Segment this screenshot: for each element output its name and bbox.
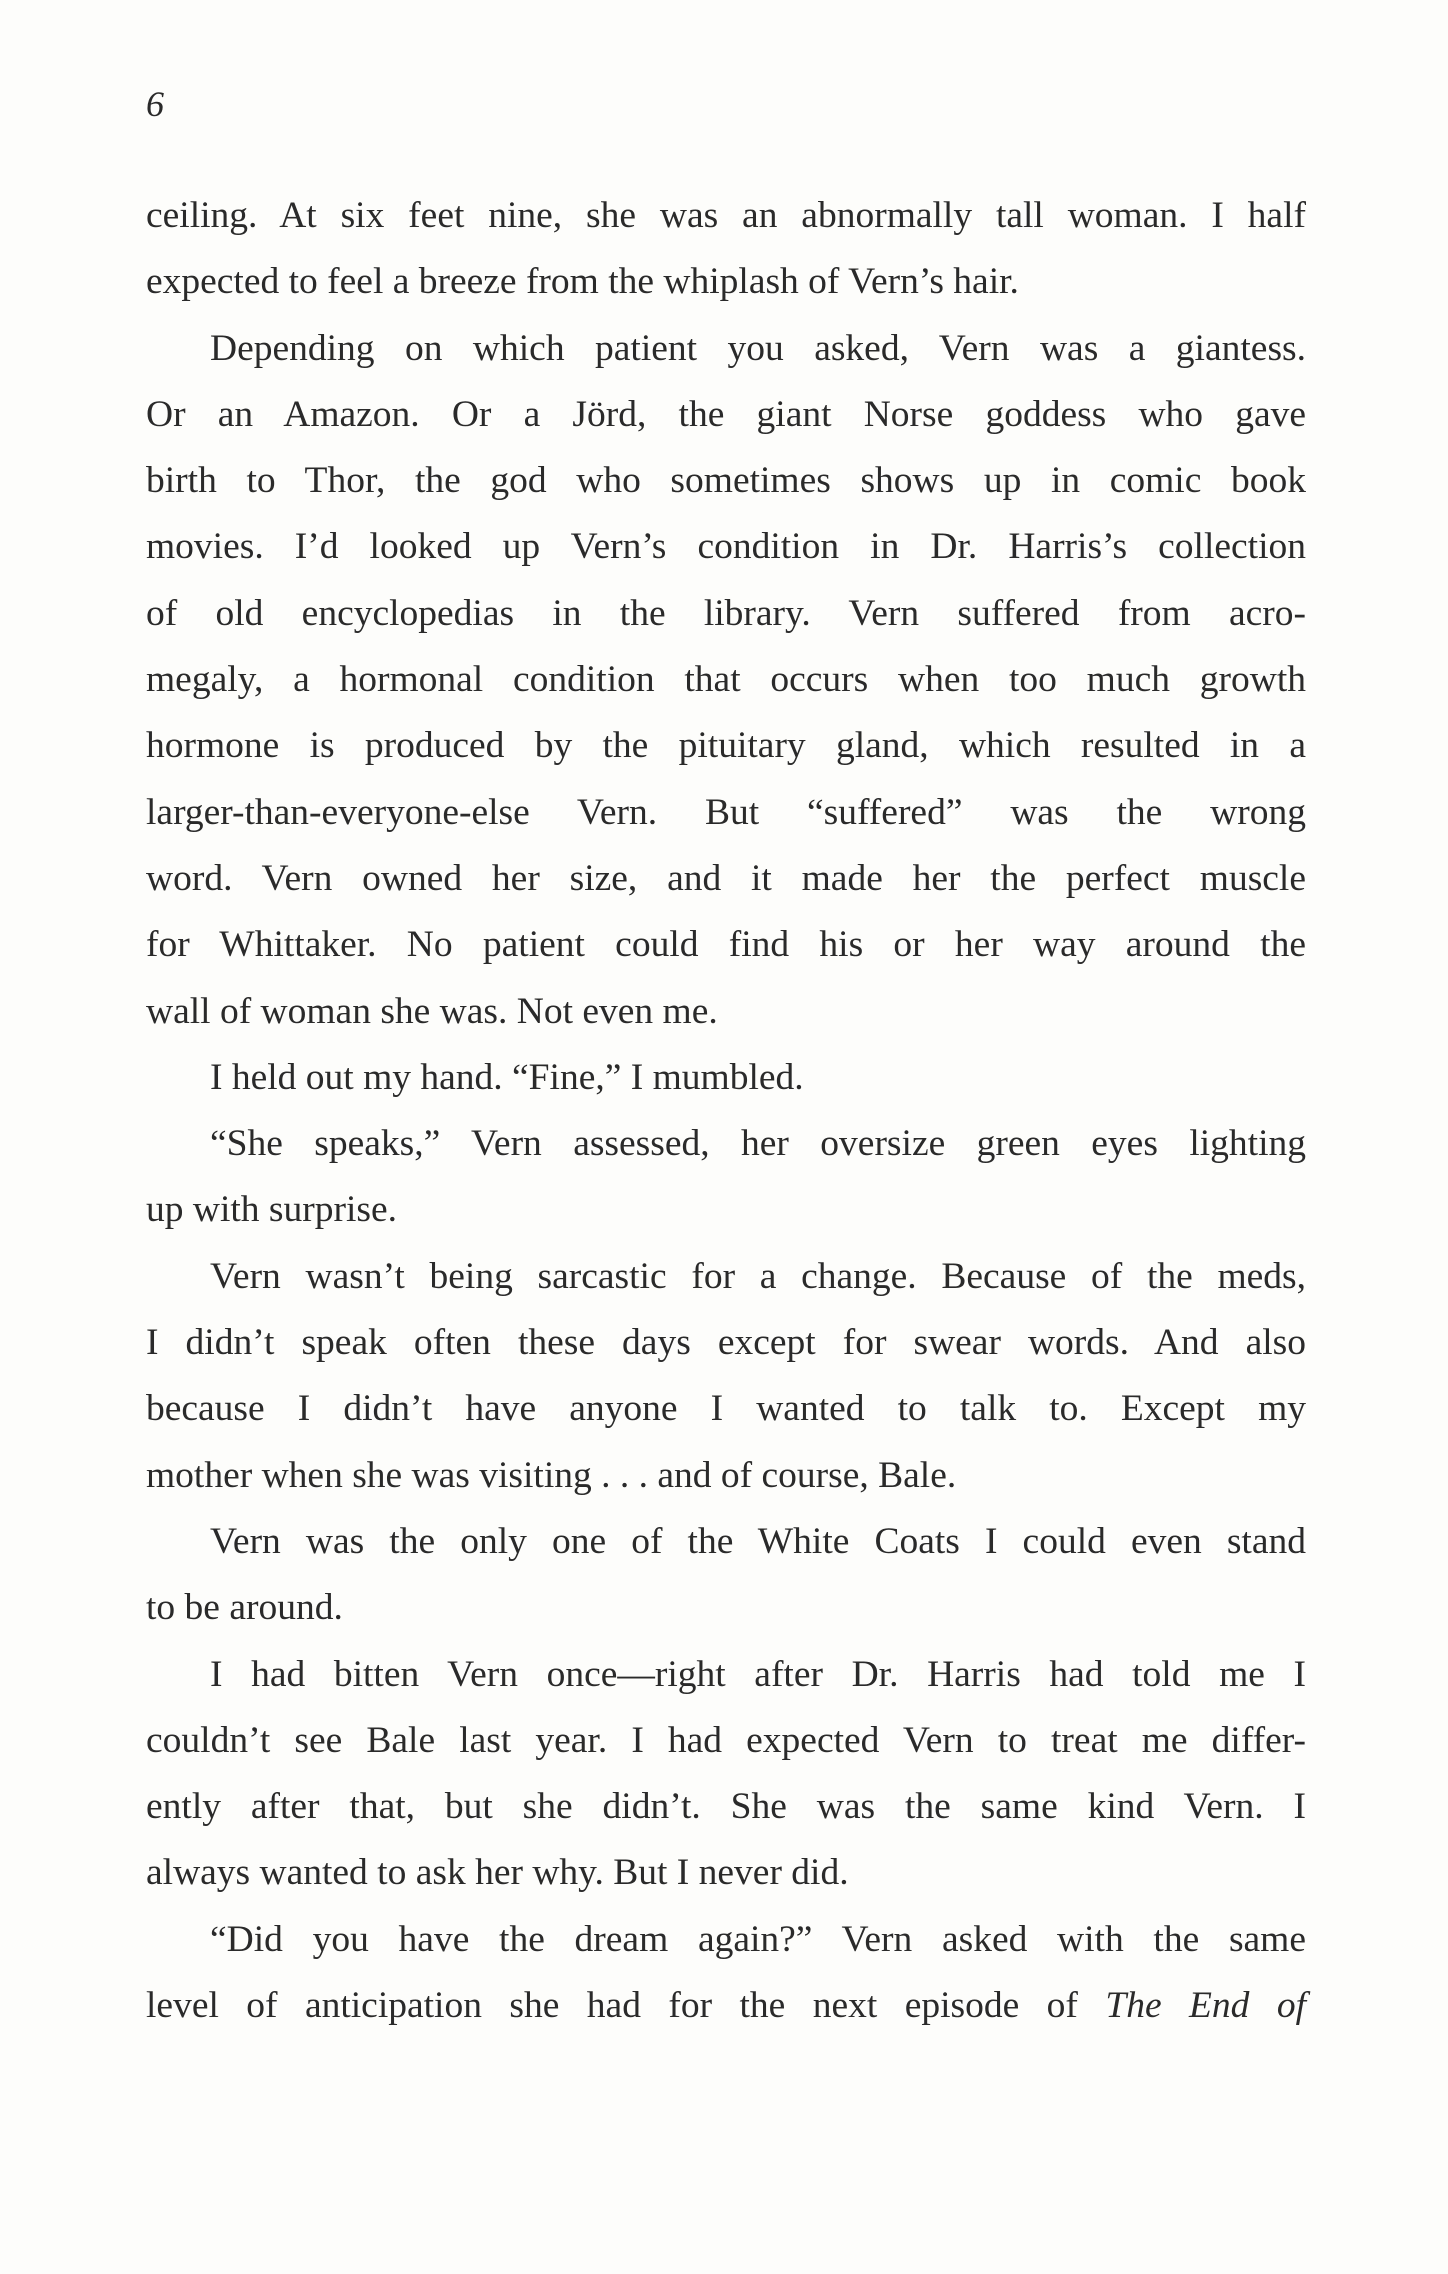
- text-line: to be around.: [146, 1587, 343, 1629]
- text-line: expected to feel a breeze from the whiplash of Vern’s hair.: [146, 261, 1019, 303]
- text-line: couldn’t see Bale last year. I had expected Vern to treat me differ-: [146, 1719, 1306, 1761]
- text-line: “She speaks,” Vern assessed, her oversize green eyes lighting: [210, 1123, 1306, 1165]
- text-line: birth to Thor, the god who sometimes shows up in comic book: [146, 460, 1306, 502]
- text-line: ceiling. At six feet nine, she was an abnormally tall woman. I half: [146, 195, 1306, 236]
- text-line: word. Vern owned her size, and it made her the perfect muscle: [146, 857, 1306, 899]
- italic-title: The End of: [1105, 1985, 1307, 2027]
- text-line: always wanted to ask her why. But I never did.: [146, 1852, 849, 1894]
- text-line: megaly, a hormonal condition that occurs when too much growth: [146, 659, 1306, 701]
- text-line: movies. I’d looked up Vern’s condition in Dr. Harris’s collection: [146, 526, 1306, 568]
- text-line: Vern was the only one of the White Coats I could even stand: [210, 1520, 1306, 1562]
- text-line: ently after that, but she didn’t. She was the same kind Vern. I: [146, 1786, 1306, 1828]
- text-line: up with surprise.: [146, 1189, 398, 1231]
- text-line-content: level of anticipation she had for the next episode of: [146, 1985, 1106, 2027]
- text-line: hormone is produced by the pituitary gland, which resulted in a: [146, 725, 1306, 767]
- text-line: Vern wasn’t being sarcastic for a change. Because of the meds,: [210, 1255, 1306, 1297]
- text-line: wall of woman she was. Not even me.: [146, 990, 718, 1032]
- text-line: larger-than-everyone-else Vern. But “suffered” was the wrong: [146, 791, 1306, 833]
- page-number: 6: [146, 84, 164, 124]
- text-line: Depending on which patient you asked, Vern was a giantess.: [210, 327, 1306, 369]
- text-line: mother when she was visiting . . . and of course, Bale.: [146, 1454, 957, 1496]
- text-line: I didn’t speak often these days except for swear words. And also: [146, 1322, 1306, 1364]
- text-line: Or an Amazon. Or a Jörd, the giant Norse goddess who gave: [146, 393, 1306, 435]
- text-line: “Did you have the dream again?” Vern asked with the same: [210, 1918, 1306, 1960]
- text-line: of old encyclopedias in the library. Vern suffered from acro-: [146, 592, 1306, 634]
- text-line: for Whittaker. No patient could find his or her way around the: [146, 924, 1306, 966]
- text-line: I had bitten Vern once—right after Dr. Harris had told me I: [210, 1653, 1306, 1695]
- body-text: [146, 183, 1306, 2039]
- text-line: [146, 1973, 1306, 2039]
- text-line: because I didn’t have anyone I wanted to talk to. Except my: [146, 1388, 1306, 1430]
- text-line: I held out my hand. “Fine,” I mumbled.: [210, 1056, 804, 1098]
